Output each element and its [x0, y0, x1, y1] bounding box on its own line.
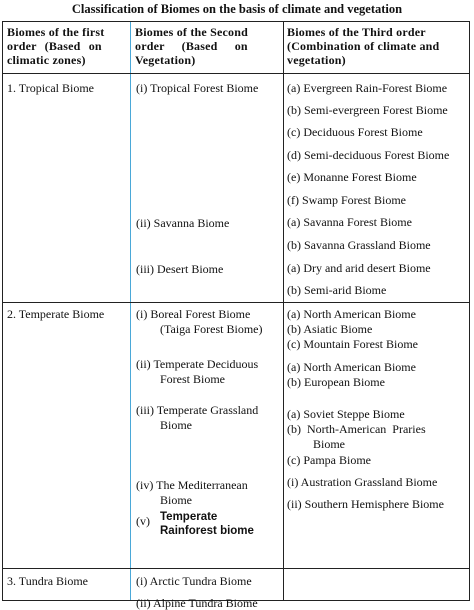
third-order-item: (a) North American Biome — [287, 360, 416, 374]
third-order-item: (a) Soviet Steppe Biome — [287, 407, 405, 421]
header-col2-line3: Vegetation) — [135, 53, 196, 67]
second-order-boreal: (i) Boreal Forest Biome — [136, 307, 251, 321]
second-order-rainforest-number: (v) — [136, 514, 150, 528]
header-col2-line1: Biomes of the Second — [135, 25, 248, 39]
second-order-boreal-alt: (Taiga Forest Biome) — [160, 322, 263, 336]
row-divider-temperate — [3, 568, 469, 569]
third-order-item: (c) Pampa Biome — [287, 453, 371, 467]
table-title: Classification of Biomes on the basis of climate and vegetation — [71, 2, 403, 16]
third-order-item: (c) Deciduous Forest Biome — [287, 125, 423, 139]
header-col1-line3: climatic zones) — [7, 53, 86, 67]
header-col2-line2: order (Based on — [135, 39, 248, 53]
third-order-item: (ii) Southern Hemisphere Biome — [287, 497, 444, 511]
third-order-item: (b) Semi-evergreen Forest Biome — [287, 103, 448, 117]
second-order-temperate-grassland: (iii) Temperate Grassland — [136, 403, 259, 417]
third-order-item: (c) Mountain Forest Biome — [287, 337, 418, 351]
second-order-arctic-tundra: (i) Arctic Tundra Biome — [136, 574, 252, 588]
second-order-rainforest: Temperate — [160, 511, 218, 523]
third-order-item: (a) Dry and arid desert Biome — [287, 261, 431, 275]
first-order-temperate: 2. Temperate Biome — [7, 307, 105, 321]
header-col3 — [287, 25, 469, 67]
third-order-item: (i) Austration Grassland Biome — [287, 475, 438, 489]
second-order-rainforest-2: Rainforest biome — [160, 525, 254, 537]
second-order-alpine-tundra: (ii) Alpine Tundra Biome — [136, 596, 258, 610]
second-order-temperate-grassland-2: Biome — [160, 418, 192, 432]
biome-classification-table — [2, 21, 470, 610]
header-col1 — [7, 25, 127, 67]
row-divider-tropical — [3, 302, 469, 303]
third-order-item: (f) Swamp Forest Biome — [287, 193, 406, 207]
third-order-item: (d) Semi-deciduous Forest Biome — [287, 148, 450, 162]
third-order-item: (b) Savanna Grassland Biome — [287, 238, 431, 252]
second-order-tropical-forest: (i) Tropical Forest Biome — [136, 81, 259, 95]
second-order-desert: (iii) Desert Biome — [136, 262, 224, 276]
second-order-mediterranean-2: Biome — [160, 493, 192, 507]
second-order-temperate-deciduous-2: Forest Biome — [160, 372, 225, 386]
header-col3-line2: (Combination of climate and — [287, 39, 440, 53]
first-order-tropical: 1. Tropical Biome — [7, 81, 95, 95]
header-col1-line1: Biomes of the first — [7, 25, 105, 39]
third-order-item: (e) Monanne Forest Biome — [287, 170, 417, 184]
column-divider-1 — [130, 22, 131, 600]
third-order-item: (b) North-American Praries — [287, 422, 426, 436]
third-order-item: (a) North American Biome — [287, 307, 416, 321]
header-col1-line2: order (Based on — [7, 39, 102, 53]
column-divider-2 — [283, 22, 284, 600]
second-order-savanna: (ii) Savanna Biome — [136, 216, 230, 230]
third-order-item: Biome — [313, 437, 345, 451]
header-divider — [3, 73, 469, 74]
third-order-item: (b) European Biome — [287, 375, 385, 389]
header-col3-line1: Biomes of the Third order — [287, 25, 426, 39]
third-order-item: (a) Evergreen Rain-Forest Biome — [287, 81, 448, 95]
third-order-item: (b) Semi-arid Biome — [287, 283, 387, 297]
second-order-temperate-deciduous: (ii) Temperate Deciduous — [136, 357, 259, 371]
third-order-item: (a) Savanna Forest Biome — [287, 215, 412, 229]
second-order-mediterranean: (iv) The Mediterranean — [136, 478, 248, 492]
header-col2 — [135, 25, 281, 67]
first-order-tundra: 3. Tundra Biome — [7, 574, 89, 588]
third-order-item: (b) Asiatic Biome — [287, 322, 373, 336]
header-col3-line3: vegetation) — [287, 53, 346, 67]
